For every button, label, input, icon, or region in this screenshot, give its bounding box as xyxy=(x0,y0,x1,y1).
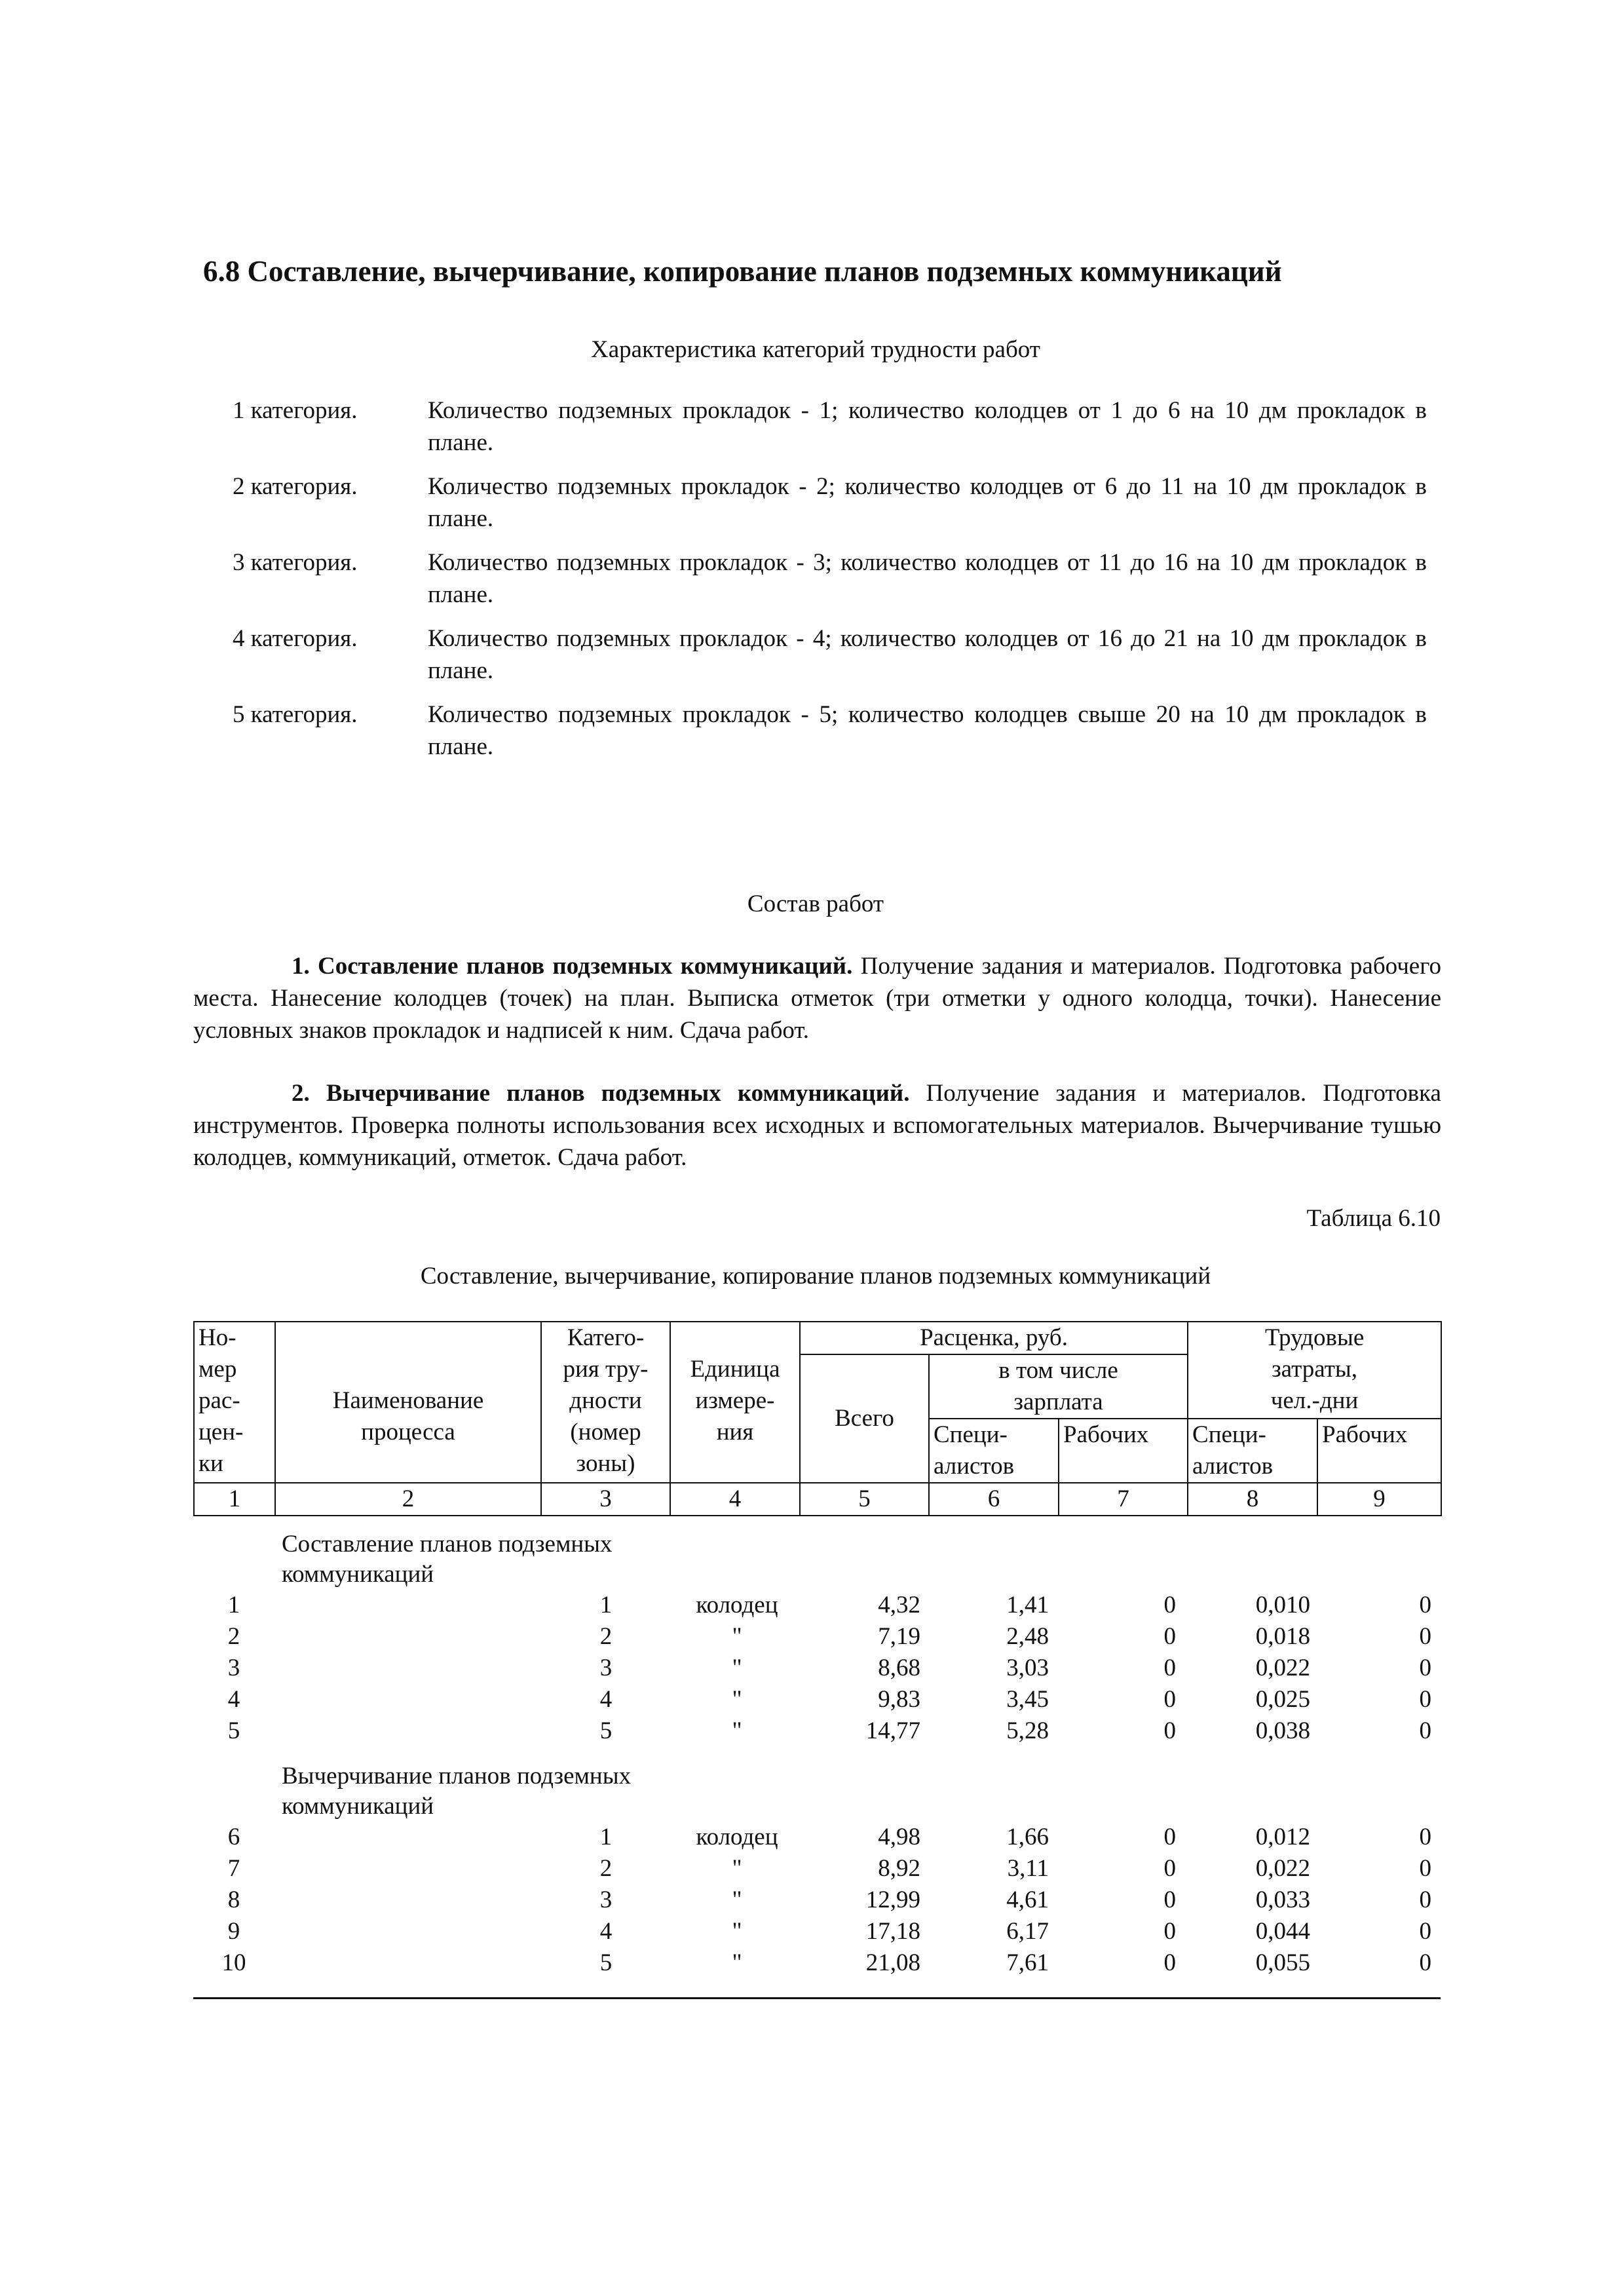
category-label: 1 категория. xyxy=(233,397,358,424)
cell-category: 4 xyxy=(599,1686,613,1713)
cell-labor-specialists: 0,044 xyxy=(1255,1918,1310,1945)
cell-category: 1 xyxy=(599,1592,613,1618)
cell-total: 4,98 xyxy=(878,1824,920,1850)
column-number: 9 xyxy=(1317,1483,1441,1516)
rates-table-header xyxy=(193,1321,1442,1516)
category-label: 4 категория. xyxy=(233,625,358,652)
cell-labor-workers: 0 xyxy=(1419,1717,1431,1744)
cell-rate-number: 4 xyxy=(227,1686,240,1713)
category-text: Количество подземных прокладок - 5; количество колодцев свыше 20 на 10 дм прокладок в плане. xyxy=(428,701,1427,760)
cell-labor-workers: 0 xyxy=(1419,1824,1431,1850)
col-price-group: Расценка, руб. xyxy=(800,1322,1188,1354)
cell-unit: колодец xyxy=(696,1824,778,1850)
cell-salary-workers: 0 xyxy=(1163,1855,1176,1882)
work-paragraph-lead: 1. Составление планов подземных коммуникаций. xyxy=(292,953,853,980)
cell-total: 17,18 xyxy=(865,1918,920,1945)
cell-labor-specialists: 0,038 xyxy=(1255,1717,1310,1744)
cell-labor-workers: 0 xyxy=(1419,1918,1431,1945)
cell-labor-workers: 0 xyxy=(1419,1623,1431,1650)
column-number: 6 xyxy=(929,1483,1059,1516)
cell-labor-workers: 0 xyxy=(1419,1886,1431,1913)
col-labor-specialists: Специ- алистов xyxy=(1188,1419,1317,1483)
cell-category: 4 xyxy=(599,1918,613,1945)
col-salary-specialists: Специ- алистов xyxy=(929,1419,1059,1483)
cell-unit: " xyxy=(732,1886,742,1913)
table-row xyxy=(193,1822,1441,1853)
cell-labor-specialists: 0,055 xyxy=(1255,1949,1310,1976)
table-row xyxy=(193,1947,1441,1979)
cell-salary-specialists: 2,48 xyxy=(1006,1623,1049,1650)
column-number: 7 xyxy=(1059,1483,1188,1516)
table-row xyxy=(193,1853,1441,1885)
cell-unit: " xyxy=(732,1686,742,1713)
table-title: Составление, вычерчивание, копирование планов подземных коммуникаций xyxy=(420,1263,1211,1290)
table-row xyxy=(193,1916,1441,1947)
table-row xyxy=(193,1715,1441,1747)
cell-salary-specialists: 4,61 xyxy=(1006,1886,1049,1913)
cell-category: 3 xyxy=(599,1655,613,1681)
works-title: Состав работ xyxy=(747,890,884,917)
table-number: Таблица 6.10 xyxy=(1306,1205,1441,1232)
cell-rate-number: 7 xyxy=(227,1855,240,1882)
cell-category: 1 xyxy=(599,1824,613,1850)
cell-labor-specialists: 0,010 xyxy=(1255,1592,1310,1618)
cell-total: 7,19 xyxy=(878,1623,920,1650)
category-label: 2 категория. xyxy=(233,473,358,500)
cell-salary-workers: 0 xyxy=(1163,1717,1176,1744)
cell-unit: " xyxy=(732,1855,742,1882)
cell-salary-workers: 0 xyxy=(1163,1592,1176,1618)
work-paragraph-body: Получение задания и материалов. Подготовка инструментов. Проверка полноты использования всех исходных и вспомогательных материалов. Вычерчивание тушью колодцев, коммуникаций, отметок. Сдача работ. xyxy=(193,1080,1441,1171)
col-category: Катего- рия тру- дности (номер зоны) xyxy=(541,1322,670,1483)
work-paragraph-1 xyxy=(193,950,1441,1046)
col-rate-number: Но- мер рас- цен- ки xyxy=(194,1322,275,1483)
cell-labor-workers: 0 xyxy=(1419,1655,1431,1681)
table-row xyxy=(193,1621,1441,1653)
table-row xyxy=(193,1885,1441,1916)
column-number: 2 xyxy=(275,1483,541,1516)
column-number: 5 xyxy=(800,1483,929,1516)
cell-salary-specialists: 1,66 xyxy=(1006,1824,1049,1850)
cell-total: 8,68 xyxy=(878,1655,920,1681)
category-text: Количество подземных прокладок - 2; количество колодцев от 6 до 11 на 10 дм прокладок в плане. xyxy=(428,473,1427,532)
category-text: Количество подземных прокладок - 3; количество колодцев от 11 до 16 на 10 дм прокладок в плане. xyxy=(428,549,1427,608)
cell-labor-specialists: 0,022 xyxy=(1255,1855,1310,1882)
cell-unit: " xyxy=(732,1949,742,1976)
cell-salary-workers: 0 xyxy=(1163,1918,1176,1945)
cell-labor-workers: 0 xyxy=(1419,1592,1431,1618)
col-process-name: Наименование процесса xyxy=(275,1322,541,1483)
cell-labor-specialists: 0,022 xyxy=(1255,1655,1310,1681)
cell-unit: колодец xyxy=(696,1592,778,1618)
cell-category: 5 xyxy=(599,1717,613,1744)
cell-labor-workers: 0 xyxy=(1419,1855,1431,1882)
work-paragraph-body: Получение задания и материалов. Подготовка рабочего места. Нанесение колодцев (точек) на план. Выписка отметок (три отметки у одного колодца, точки). Нанесение условных знаков прокладок и надписей к ним. Сдача работ. xyxy=(193,953,1441,1044)
work-paragraph-lead: 2. Вычерчивание планов подземных коммуникаций. xyxy=(292,1080,910,1107)
cell-unit: " xyxy=(732,1655,742,1681)
category-text: Количество подземных прокладок - 4; количество колодцев от 16 до 21 на 10 дм прокладок в плане. xyxy=(428,625,1427,684)
cell-rate-number: 1 xyxy=(227,1592,240,1618)
categories-title: Характеристика категорий трудности работ xyxy=(591,336,1040,363)
cell-category: 3 xyxy=(599,1886,613,1913)
cell-labor-specialists: 0,012 xyxy=(1255,1824,1310,1850)
cell-labor-specialists: 0,033 xyxy=(1255,1886,1310,1913)
group-title: Составление планов подземных коммуникаций xyxy=(282,1531,613,1588)
column-number: 3 xyxy=(541,1483,670,1516)
cell-labor-specialists: 0,018 xyxy=(1255,1623,1310,1650)
cell-rate-number: 10 xyxy=(221,1949,246,1976)
cell-category: 5 xyxy=(599,1949,613,1976)
col-total: Всего xyxy=(800,1354,929,1483)
column-number: 4 xyxy=(670,1483,800,1516)
table-row xyxy=(193,1590,1441,1621)
table-row xyxy=(193,1684,1441,1715)
cell-unit: " xyxy=(732,1717,742,1744)
cell-labor-specialists: 0,025 xyxy=(1255,1686,1310,1713)
cell-salary-workers: 0 xyxy=(1163,1623,1176,1650)
col-labor-workers: Рабочих xyxy=(1317,1419,1441,1483)
cell-total: 14,77 xyxy=(865,1717,920,1744)
cell-rate-number: 8 xyxy=(227,1886,240,1913)
cell-salary-specialists: 6,17 xyxy=(1006,1918,1049,1945)
cell-salary-workers: 0 xyxy=(1163,1824,1176,1850)
cell-total: 9,83 xyxy=(878,1686,920,1713)
cell-salary-specialists: 7,61 xyxy=(1006,1949,1049,1976)
cell-labor-workers: 0 xyxy=(1419,1949,1431,1976)
category-label: 5 категория. xyxy=(233,701,358,728)
column-number-row xyxy=(194,1483,1441,1516)
cell-unit: " xyxy=(732,1623,742,1650)
cell-salary-workers: 0 xyxy=(1163,1655,1176,1681)
cell-rate-number: 2 xyxy=(227,1623,240,1650)
table-row xyxy=(193,1653,1441,1684)
cell-total: 8,92 xyxy=(878,1855,920,1882)
table-bottom-rule xyxy=(193,1997,1441,1999)
cell-salary-workers: 0 xyxy=(1163,1686,1176,1713)
cell-rate-number: 3 xyxy=(227,1655,240,1681)
section-heading: 6.8 Составление, вычерчивание, копирование планов подземных коммуникаций xyxy=(203,255,1282,288)
cell-category: 2 xyxy=(599,1855,613,1882)
col-salary-workers: Рабочих xyxy=(1059,1419,1188,1483)
cell-salary-specialists: 3,03 xyxy=(1006,1655,1049,1681)
column-number: 1 xyxy=(194,1483,275,1516)
cell-salary-specialists: 3,11 xyxy=(1007,1855,1049,1882)
cell-total: 21,08 xyxy=(865,1949,920,1976)
group-title: Вычерчивание планов подземных коммуникаций xyxy=(282,1763,632,1820)
cell-category: 2 xyxy=(599,1623,613,1650)
category-label: 3 категория. xyxy=(233,549,358,576)
column-number: 8 xyxy=(1188,1483,1317,1516)
cell-salary-workers: 0 xyxy=(1163,1949,1176,1976)
col-labor-group: Трудовые затраты, чел.-дни xyxy=(1188,1322,1441,1419)
work-paragraph-2 xyxy=(193,1077,1441,1174)
col-including-salary: в том числе зарплата xyxy=(929,1354,1188,1419)
cell-total: 12,99 xyxy=(865,1886,920,1913)
cell-labor-workers: 0 xyxy=(1419,1686,1431,1713)
cell-salary-specialists: 3,45 xyxy=(1006,1686,1049,1713)
cell-unit: " xyxy=(732,1918,742,1945)
col-unit: Единица измере- ния xyxy=(670,1322,800,1483)
cell-rate-number: 6 xyxy=(227,1824,240,1850)
cell-salary-workers: 0 xyxy=(1163,1886,1176,1913)
cell-rate-number: 9 xyxy=(227,1918,240,1945)
cell-rate-number: 5 xyxy=(227,1717,240,1744)
cell-total: 4,32 xyxy=(878,1592,920,1618)
category-text: Количество подземных прокладок - 1; количество колодцев от 1 до 6 на 10 дм прокладок в плане. xyxy=(428,397,1427,456)
cell-salary-specialists: 5,28 xyxy=(1006,1717,1049,1744)
cell-salary-specialists: 1,41 xyxy=(1006,1592,1049,1618)
